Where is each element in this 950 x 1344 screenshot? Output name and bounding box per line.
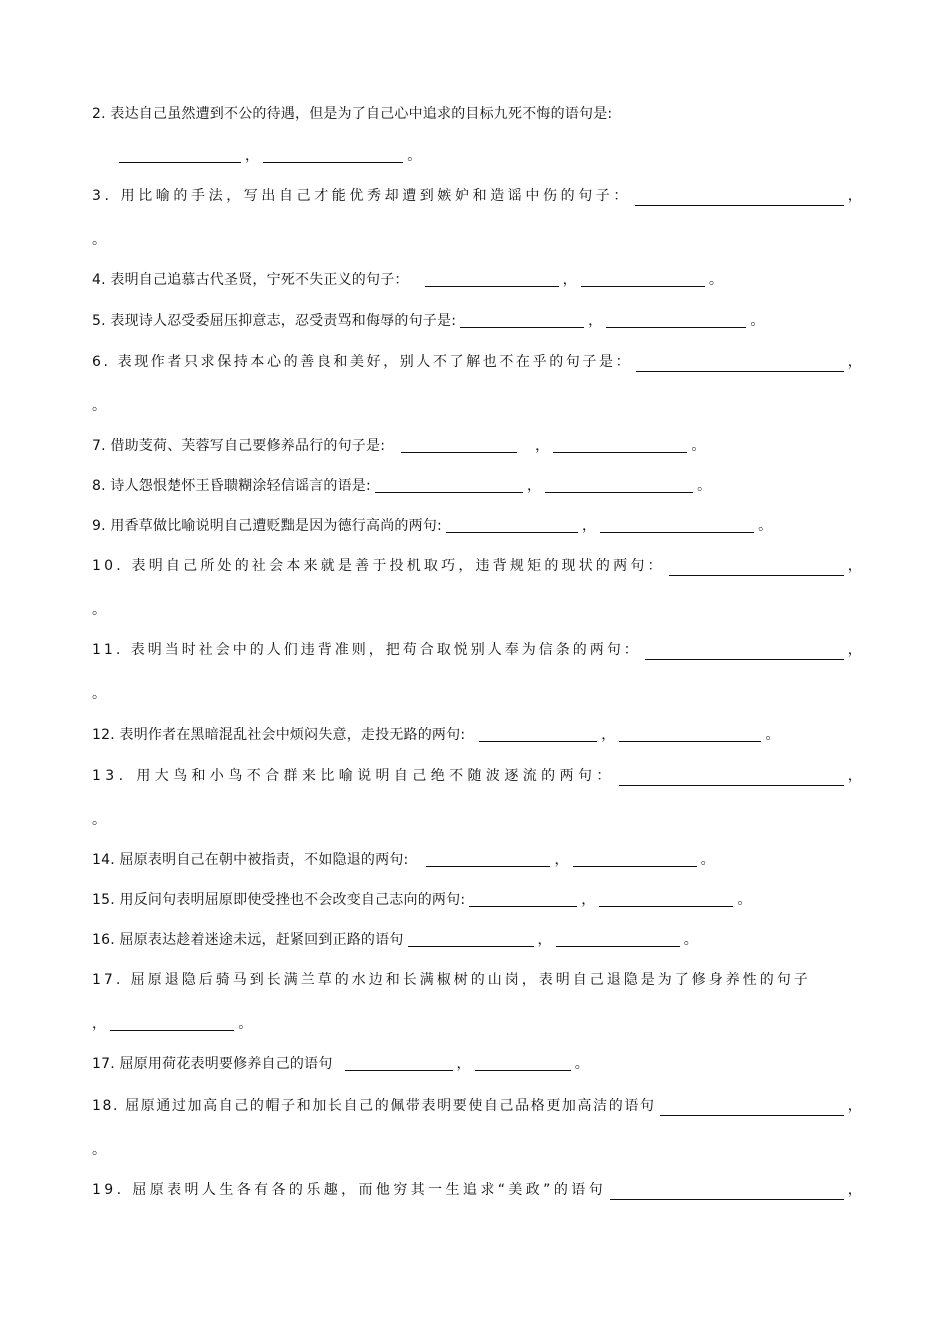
answer-blank[interactable] — [606, 311, 746, 328]
line-end-period: 。 — [92, 602, 106, 618]
answer-blank[interactable] — [446, 516, 578, 533]
answer-blank[interactable] — [426, 850, 550, 867]
question-text: 2. 表达自己虽然遭到不公的待遇，但是为了自己心中追求的目标九死不悔的语句是: — [92, 106, 613, 122]
answer-blank[interactable] — [610, 1183, 844, 1200]
question-3: 3. 用比喻的手法，写出自己才能优秀却遭到嫉妒和造谣中伤的句子： ， — [92, 188, 862, 204]
answer-blank[interactable] — [408, 930, 534, 947]
answer-blank[interactable] — [581, 270, 705, 287]
question-text: 14. 屈原表明自己在朝中被指责，不如隐退的两句: — [92, 852, 409, 868]
question-17a — [92, 970, 862, 990]
question-15: 15. 用反问句表明屈原即使受挫也不会改变自己志向的两句: ， 。 — [92, 892, 752, 908]
answer-blank[interactable] — [460, 311, 584, 328]
answer-blank[interactable] — [599, 890, 733, 907]
question-text: 18. 屈原通过加高自己的帽子和加长自己的佩带表明要使自己品格更加高洁的语句 — [92, 1098, 656, 1114]
question-16: 16. 屈原表达趁着迷途未远，赶紧回到正路的语句 ， 。 — [92, 932, 698, 948]
question-text: 12. 表明作者在黑暗混乱社会中烦闷失意，走投无路的两句: — [92, 727, 466, 743]
answer-blank[interactable] — [545, 476, 693, 493]
question-text: 13. 用大鸟和小鸟不合群来比喻说明自己绝不随波逐流的两句： — [92, 768, 615, 784]
answer-blank[interactable] — [425, 270, 559, 287]
question-9: 9. 用香草做比喻说明自己遭贬黜是因为德行高尚的两句: ， 。 — [92, 518, 773, 534]
answer-blank[interactable] — [600, 516, 754, 533]
answer-blank[interactable] — [573, 850, 697, 867]
question-text: 17. 屈原用荷花表明要修养自己的语句 — [92, 1056, 333, 1072]
question-text: 3. 用比喻的手法，写出自己才能优秀却遭到嫉妒和造谣中伤的句子： — [92, 188, 632, 204]
answer-blank[interactable] — [475, 1054, 571, 1071]
answer-blank[interactable] — [469, 890, 577, 907]
question-text: 6. 表现作者只求保持本心的善良和美好，别人不了解也不在乎的句子是： — [92, 354, 633, 370]
line-end-period: 。 — [92, 398, 106, 414]
question-2 — [92, 104, 862, 124]
question-text: 16. 屈原表达趁着迷途未远，赶紧回到正路的语句 — [92, 932, 404, 948]
question-text: 15. 用反问句表明屈原即使受挫也不会改变自己志向的两句: — [92, 892, 466, 908]
question-text: 8. 诗人怨恨楚怀王昏聩糊涂轻信谣言的语是: — [92, 478, 371, 494]
answer-blank[interactable] — [345, 1054, 453, 1071]
question-text: 19. 屈原表明人生各有各的乐趣，而他穷其一生追求“美政”的语句 — [92, 1182, 607, 1198]
answer-blank[interactable] — [479, 725, 597, 742]
question-19: 19. 屈原表明人生各有各的乐趣，而他穷其一生追求“美政”的语句 ， — [92, 1182, 862, 1198]
answer-blank[interactable] — [669, 559, 844, 576]
answer-blank[interactable] — [660, 1099, 844, 1116]
answer-blank[interactable] — [375, 476, 523, 493]
question-14: 14. 屈原表明自己在朝中被指责，不如隐退的两句: ， 。 — [92, 852, 715, 868]
answer-blank[interactable] — [553, 436, 687, 453]
question-12: 12. 表明作者在黑暗混乱社会中烦闷失意，走投无路的两句: ， 。 — [92, 727, 780, 743]
question-text: 9. 用香草做比喻说明自己遭贬黜是因为德行高尚的两句: — [92, 518, 442, 534]
question-5: 5. 表现诗人忍受委屈压抑意志，忍受责骂和侮辱的句子是: ， 。 — [92, 313, 765, 329]
line-end-period: 。 — [92, 812, 106, 828]
answer-blank[interactable] — [636, 355, 844, 372]
question-11: 11. 表明当时社会中的人们违背准则，把苟合取悦别人奉为信条的两句： ， — [92, 642, 862, 658]
question-17b: 17. 屈原用荷花表明要修养自己的语句 ， 。 — [92, 1056, 589, 1072]
question-text: 10. 表明自己所处的社会本来就是善于投机取巧，违背规矩的现状的两句： — [92, 558, 665, 574]
question-18: 18. 屈原通过加高自己的帽子和加长自己的佩带表明要使自己品格更加高洁的语句 ， — [92, 1098, 862, 1114]
question-6: 6. 表现作者只求保持本心的善良和美好，别人不了解也不在乎的句子是： ， — [92, 354, 862, 370]
answer-blank[interactable] — [401, 436, 517, 453]
question-text: 17. 屈原退隐后骑马到长满兰草的水边和长满椒树的山岗，表明自己退隐是为了修身养性的句子 — [92, 972, 811, 988]
question-2-answer: ， 。 — [115, 146, 862, 166]
answer-blank[interactable] — [110, 1014, 234, 1031]
question-text: 4. 表明自己追慕古代圣贤，宁死不失正义的句子： — [92, 272, 409, 288]
answer-blank[interactable] — [119, 146, 241, 163]
answer-blank[interactable] — [619, 725, 761, 742]
question-7: 7. 借助芰荷、芙蓉写自己要修养品行的句子是: ， 。 — [92, 438, 706, 454]
question-17a-answer: ， 。 — [92, 1016, 253, 1032]
answer-blank[interactable] — [556, 930, 680, 947]
line-end-period: 。 — [92, 232, 106, 248]
question-13: 13. 用大鸟和小鸟不合群来比喻说明自己绝不随波逐流的两句： ， — [92, 768, 862, 784]
answer-blank[interactable] — [619, 769, 844, 786]
question-text: 5. 表现诗人忍受委屈压抑意志，忍受责骂和侮辱的句子是: — [92, 313, 457, 329]
answer-blank[interactable] — [645, 643, 844, 660]
question-text: 11. 表明当时社会中的人们违背准则，把苟合取悦别人奉为信条的两句： — [92, 642, 641, 658]
question-text: 7. 借助芰荷、芙蓉写自己要修养品行的句子是: — [92, 438, 386, 454]
question-4: 4. 表明自己追慕古代圣贤，宁死不失正义的句子： ， 。 — [92, 272, 724, 288]
question-8: 8. 诗人怨恨楚怀王昏聩糊涂轻信谣言的语是: ， 。 — [92, 478, 712, 494]
line-end-period: 。 — [92, 1142, 106, 1158]
answer-blank[interactable] — [263, 146, 403, 163]
line-end-period: 。 — [92, 686, 106, 702]
answer-blank[interactable] — [635, 189, 844, 206]
question-10: 10. 表明自己所处的社会本来就是善于投机取巧，违背规矩的现状的两句： ， — [92, 558, 862, 574]
